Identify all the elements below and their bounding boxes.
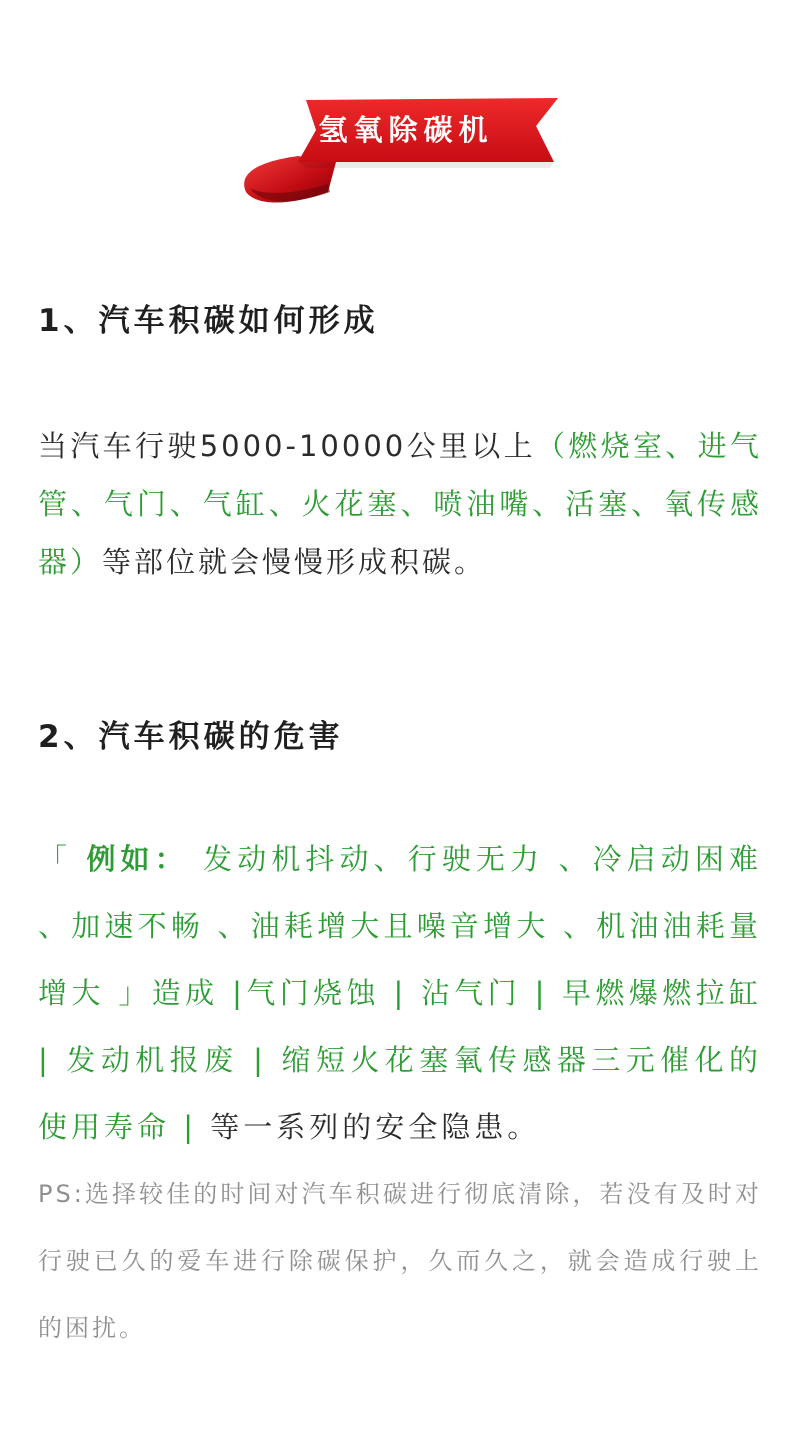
section-2-tail-text: 等一系列的安全隐患。 [210,1110,541,1144]
section-2-bracket-open: 「 [38,842,87,876]
section-1-heading: 1、汽车积碳如何形成 [38,303,379,339]
section-2-example-label: 例如： [86,842,189,876]
ps-note: PS:选择较佳的时间对汽车积碳进行彻底清除，若没有及时对行驶已久的爱车进行除碳保护，久而久之，就会造成行驶上的困扰。 [38,1180,762,1342]
section-1-text-after: 等部位就会慢慢形成积碳。 [102,545,487,579]
section-1-parts-list: （燃烧室、进气管、气门、气缸、火花塞、喷油嘴、活塞、氧传感器） [38,429,762,579]
section-2-paragraph [38,826,762,1161]
section-1-text-before: 当汽车行驶5000-10000公里以上 [38,429,536,463]
title-banner [236,96,566,211]
banner-title: 氢氧除碳机 [318,113,494,147]
section-1-paragraph [38,417,762,591]
section-2-harm-list: 发动机抖动、行驶无力 、冷启动困难 、加速不畅 、油耗增大且噪音增大 、机油油耗量增大 」造成 |气门烧蚀 | 沾气门 | 早燃爆燃拉缸 | 发动机报废 | 缩短火花塞氧传感器三元催化的使用寿命 | [38,842,763,1144]
section-2-heading: 2、汽车积碳的危害 [38,719,344,755]
